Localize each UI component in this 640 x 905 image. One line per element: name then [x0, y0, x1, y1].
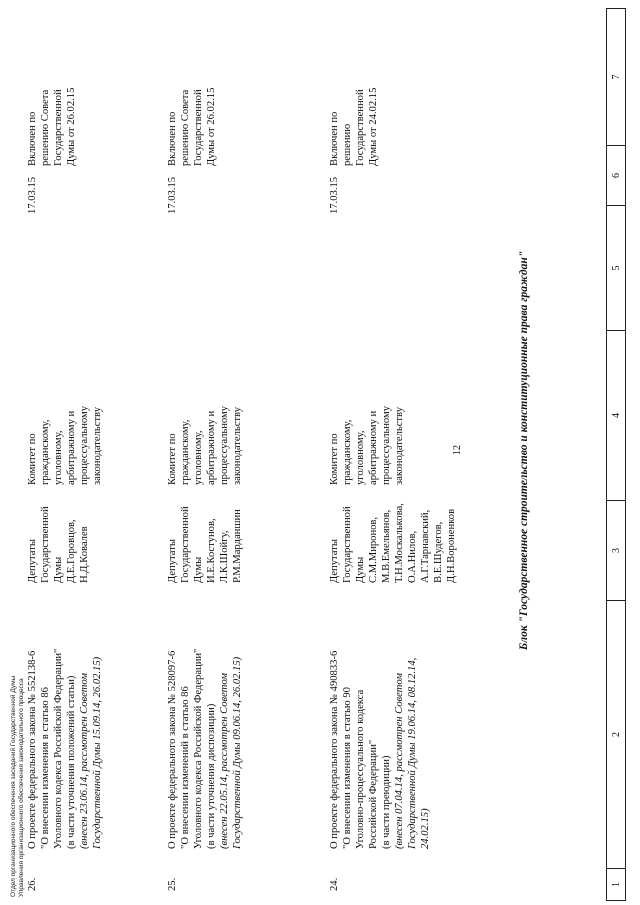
committee-line: Комитет по — [167, 433, 178, 485]
author-line: Депутаты — [167, 539, 178, 583]
committee-line: процессуальному — [381, 406, 392, 485]
bill-authors — [328, 489, 468, 587]
author-line: Думы — [193, 556, 204, 583]
bill-title — [166, 587, 306, 849]
author-line: Государственной — [342, 506, 353, 583]
bill-title-line: "О внесении изменений в статью 86 — [180, 686, 191, 849]
committee-line: уголовному, — [193, 430, 204, 485]
entry-number: 24. — [329, 877, 340, 891]
header-col-6: 6 — [607, 145, 625, 205]
header-col-7: 7 — [610, 74, 622, 80]
bill-title-line: Уголовного кодекса Российской Федерации" — [193, 648, 204, 849]
entry-row — [328, 11, 468, 891]
header-col-4: 4 — [607, 330, 625, 500]
author-line: Государственной — [180, 506, 191, 583]
author-line: Т.Н.Москалькова, — [394, 503, 405, 583]
decision-line: Государственной — [355, 89, 366, 166]
committee-line: процессуальному — [79, 406, 90, 485]
author-line: Р.М.Марданшин — [232, 509, 243, 583]
decision-cell — [26, 46, 166, 166]
decision-line: решению — [342, 123, 353, 166]
bill-title-line: О проекте федерального закона № 552138-6 — [27, 650, 38, 849]
bill-title-line: "О внесении изменения в статью 86 — [40, 687, 51, 849]
responsible-committee — [26, 379, 166, 489]
committee-line: процессуальному — [219, 406, 230, 485]
committee-line: законодательству — [394, 407, 405, 485]
bill-title-line: Российской Федерации" — [368, 739, 379, 849]
date-cell: 17.03.15 — [27, 176, 38, 214]
committee-line: арбитражному и — [368, 410, 379, 485]
date-cell: 17.03.15 — [329, 176, 340, 214]
bill-note-line: 24.02.15) — [420, 808, 431, 849]
author-line: Депутаты — [329, 539, 340, 583]
author-line: Л.К.Шойгу, — [219, 530, 230, 583]
bill-note-line: Государственной Думы 15.09.14, 26.02.15) — [92, 656, 103, 849]
bill-authors — [26, 489, 166, 587]
bill-title-line: (в части преюдиции) — [381, 755, 392, 849]
col5-cell — [328, 214, 468, 379]
author-line: Государственной — [40, 506, 51, 583]
entry-number: 25. — [167, 877, 178, 891]
decision-line: Государственной — [53, 89, 64, 166]
block-title: Блок "Государственное строительство и конституционные права граждан" — [518, 250, 530, 651]
bill-note-line: (внесен 23.06.14, рассмотрен Советом — [79, 673, 90, 849]
decision-line: Включен по — [329, 111, 340, 166]
decision-line: Государственной — [193, 89, 204, 166]
committee-line: гражданскому, — [40, 419, 51, 485]
footer — [10, 676, 26, 897]
bill-note-line: Государственной Думы 19.06.14, 08.12.14, — [407, 657, 418, 849]
bill-title-line: "О внесении изменения в статью 90 — [342, 687, 353, 849]
bill-note-line: Государственной Думы 09.06.14, 26.02.15) — [232, 656, 243, 849]
author-line: В.Е.Шудегов, — [433, 521, 444, 583]
page-number: 12 — [452, 445, 463, 455]
author-line: Думы — [355, 556, 366, 583]
committee-line: гражданскому, — [180, 419, 191, 485]
table-header-row — [606, 8, 626, 901]
author-line: И.Е.Костунов, — [206, 518, 217, 583]
bill-authors — [166, 489, 306, 587]
decision-line: Включен по — [167, 111, 178, 166]
bill-title-line: О проекте федерального закона № 490833-6 — [329, 650, 340, 849]
author-line: Думы — [53, 556, 64, 583]
bill-title — [328, 587, 468, 849]
header-col-3: 3 — [607, 500, 625, 600]
bill-note-line: (внесен 22.05.14, рассмотрен Советом — [219, 673, 230, 849]
header-col-1: 1 — [607, 868, 625, 900]
author-line: О.А.Нилов, — [407, 530, 418, 583]
author-line: Д.Е.Горовцов, — [66, 519, 77, 583]
decision-line: Думы от 26.02.15 — [206, 87, 217, 166]
bill-title-line: Уголовного кодекса Российской Федерации" — [53, 648, 64, 849]
committee-line: законодательству — [232, 407, 243, 485]
decision-line: Думы от 24.02.15 — [368, 87, 379, 166]
entry-row — [26, 11, 166, 891]
bill-title-line: Уголовно-процессуального кодекса — [355, 689, 366, 849]
committee-line: гражданскому, — [342, 419, 353, 485]
footer-line: Управления организационного обеспечения законодательного процесса — [18, 678, 25, 897]
author-line: М.В.Емельянов, — [381, 509, 392, 583]
footer-line: Отдел организационного обеспечения заседаний Государственной Думы — [10, 675, 17, 897]
committee-line: уголовному, — [355, 430, 366, 485]
decision-line: решению Совета — [180, 89, 191, 166]
col5-cell — [166, 214, 306, 379]
committee-line: законодательству — [92, 407, 103, 485]
committee-line: уголовному, — [53, 430, 64, 485]
author-line: А.Г.Тарнавский, — [420, 509, 431, 583]
author-line: С.М.Миронов, — [368, 516, 379, 583]
author-line: Н.Д.Ковалев — [79, 526, 90, 583]
date-cell: 17.03.15 — [167, 176, 178, 214]
entry-number: 26. — [27, 877, 38, 891]
committee-line: Комитет по — [329, 433, 340, 485]
author-line: Д.Н.Вороненков — [446, 508, 457, 583]
decision-line: Включен по — [27, 111, 38, 166]
header-col-5: 5 — [607, 205, 625, 330]
bill-title-line: (в части уточнения диспозиции) — [206, 703, 217, 849]
decision-cell — [328, 46, 468, 166]
committee-line: Комитет по — [27, 433, 38, 485]
col5-cell — [26, 214, 166, 379]
committee-line: арбитражному и — [206, 410, 217, 485]
bill-title — [26, 587, 166, 849]
decision-line: Думы от 26.02.15 — [66, 87, 77, 166]
author-line: Депутаты — [27, 539, 38, 583]
decision-cell — [166, 46, 306, 166]
bill-note-line: (внесен 07.04.14, рассмотрен Советом — [394, 673, 405, 849]
committee-line: арбитражному и — [66, 410, 77, 485]
entry-row — [166, 11, 306, 891]
responsible-committee — [166, 379, 306, 489]
decision-line: решению Совета — [40, 89, 51, 166]
header-col-2: 2 — [607, 600, 625, 868]
bill-title-line: (в части уточнения положений статьи) — [66, 675, 77, 849]
responsible-committee — [328, 379, 468, 489]
bill-title-line: О проекте федерального закона № 528097-6 — [167, 650, 178, 849]
